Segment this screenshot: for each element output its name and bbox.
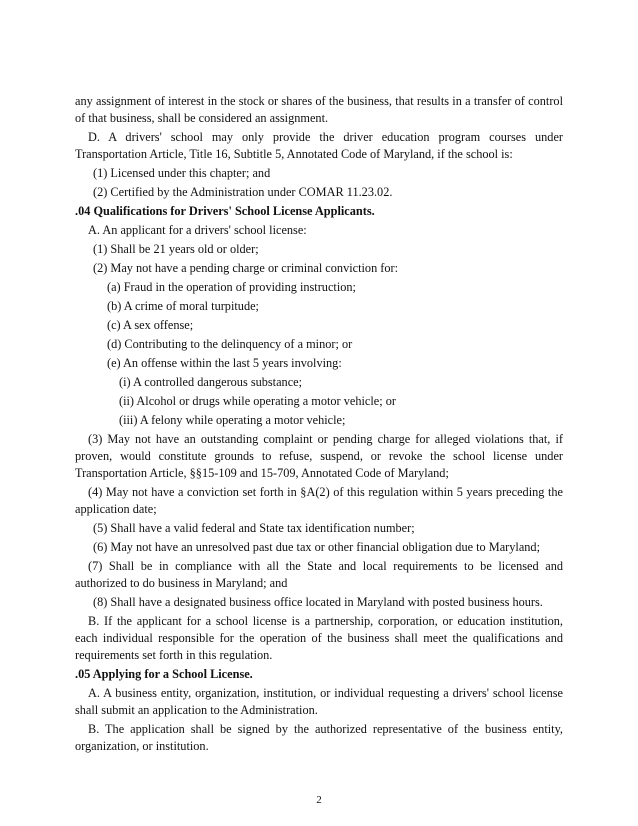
list-item: (1) Licensed under this chapter; and (93, 166, 271, 180)
list-item: (e) An offense within the last 5 years involving: (107, 356, 342, 370)
paragraph-05-b: B. The application shall be signed by the authorized representative of the business entity, organization, or institution. (75, 722, 563, 753)
list-item: (5) Shall have a valid federal and State tax identification number; (93, 521, 415, 535)
list-item: (2) Certified by the Administration under COMAR 11.23.02. (93, 185, 393, 199)
list-item: (c) A sex offense; (107, 318, 194, 332)
document-page (75, 93, 563, 757)
list-item: (2) May not have a pending charge or criminal conviction for: (93, 261, 399, 275)
list-item: (4) May not have a conviction set forth in §A(2) of this regulation within 5 years preceding the application date; (75, 485, 563, 516)
paragraph-d: D. A drivers' school may only provide the driver education program courses under Transportation Article, Title 16, Subtitle 5, Annotated Code of Maryland, if the school is: (75, 130, 563, 161)
paragraph-04-a: A. An applicant for a drivers' school license: (88, 223, 307, 237)
list-item: (iii) A felony while operating a motor vehicle; (119, 413, 346, 427)
list-item: (b) A crime of moral turpitude; (107, 299, 259, 313)
paragraph-04-b: B. If the applicant for a school license is a partnership, corporation, or education institution, each individual responsible for the operation of the business shall meet the qualifications and requirements set forth in this regulation. (75, 614, 563, 662)
section-heading-04: .04 Qualifications for Drivers' School License Applicants. (75, 204, 375, 218)
paragraph-assignment: any assignment of interest in the stock or shares of the business, that results in a transfer of control of that business, shall be considered an assignment. (75, 94, 563, 125)
list-item: (a) Fraud in the operation of providing instruction; (107, 280, 356, 294)
list-item: (3) May not have an outstanding complaint or pending charge for alleged violations that, if proven, would constitute grounds to refuse, suspend, or revoke the school license under Transportation Article, §§15-109 and 15-709, Annotated Code of Maryland; (75, 432, 563, 480)
paragraph-05-a: A. A business entity, organization, institution, or individual requesting a drivers' school license shall submit an application to the Administration. (75, 686, 563, 717)
list-item: (d) Contributing to the delinquency of a minor; or (107, 337, 353, 351)
list-item: (ii) Alcohol or drugs while operating a motor vehicle; or (119, 394, 396, 408)
list-item: (8) Shall have a designated business office located in Maryland with posted business hours. (93, 595, 543, 609)
list-item: (7) Shall be in compliance with all the State and local requirements to be licensed and authorized to do business in Maryland; and (75, 559, 563, 590)
section-heading-05: .05 Applying for a School License. (75, 667, 253, 681)
page-number: 2 (316, 794, 322, 806)
list-item: (i) A controlled dangerous substance; (119, 375, 303, 389)
list-item: (1) Shall be 21 years old or older; (93, 242, 259, 256)
list-item: (6) May not have an unresolved past due tax or other financial obligation due to Maryland; (93, 540, 540, 554)
